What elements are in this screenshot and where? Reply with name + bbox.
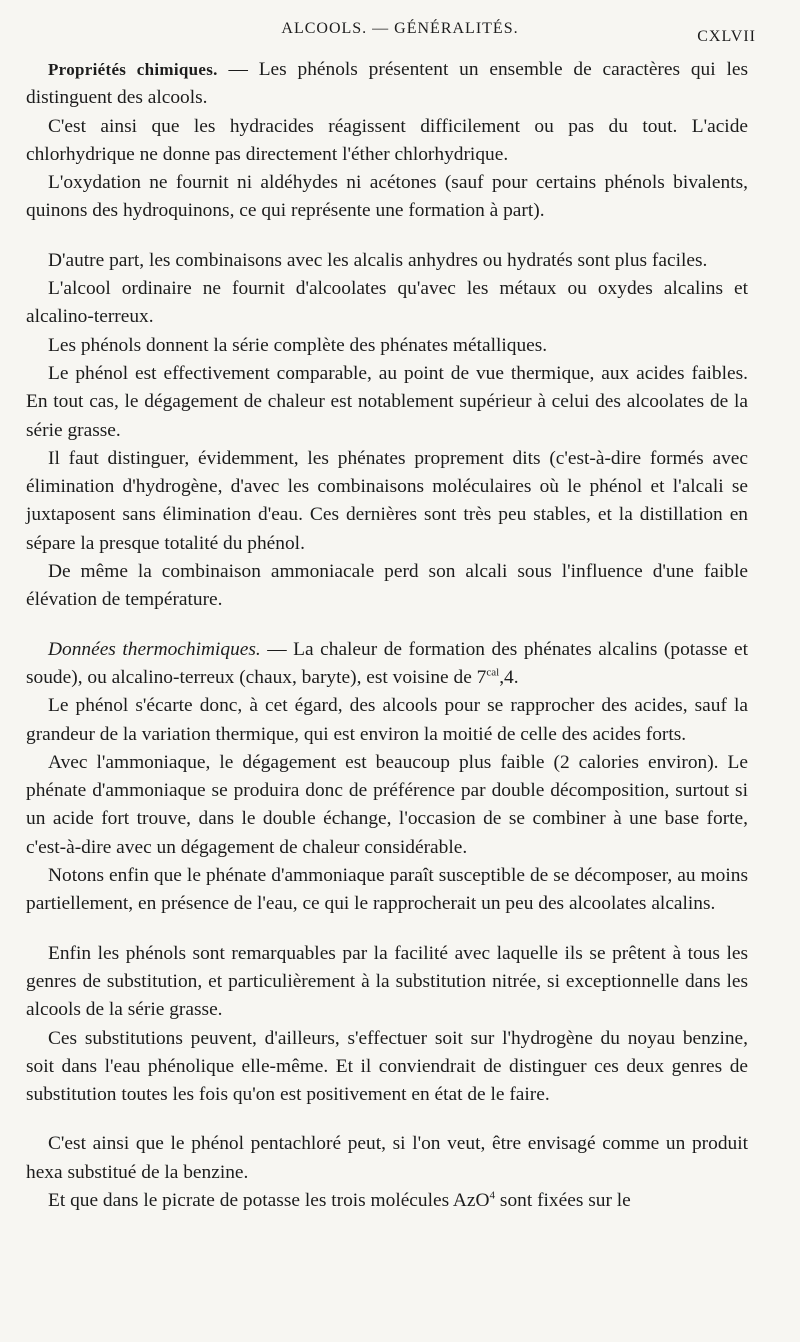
paragraph: Ces substitutions peuvent, d'ailleurs, s'effectuer soit sur l'hydrogène du noyau benzine, soit dans l'eau phénolique elle-même. Et il conviendrait de distinguer ces deux genres de substitution toutes les fois qu'on est positivement en état de le faire. — [26, 1027, 748, 1106]
paragraph: Enfin les phénols sont remarquables par la facilité avec laquelle ils se prêtent à tous les genres de substitution, et particulièrement à la substitution nitrée, si exceptionnelle dans les alcools de la série grasse. — [26, 942, 748, 1021]
superscript: 4 — [489, 1189, 496, 1202]
paragraph — [26, 636, 748, 693]
paragraph: Les phénols donnent la série complète des phénates métalliques. — [48, 334, 548, 356]
paragraph-text: — La chaleur de formation des phénates alcalins (potasse et soude), ou alcalino-terreux (chaux, baryte), est voisine de 7 — [26, 638, 748, 688]
paragraph: D'autre part, les combinaisons avec les alcalis anhydres ou hydratés sont plus faciles. — [48, 249, 708, 271]
paragraph: L'oxydation ne fournit ni aldéhydes ni acétones (sauf pour certains phénols bivalents, quinons des hydroquinons, ce qui représente une formation à part). — [26, 172, 748, 222]
paragraph: Notons enfin que le phénate d'ammoniaque paraît susceptible de se décomposer, au moins partiellement, en présence de l'eau, ce qui le rapprocherait un peu des alcoolates alcalins. — [26, 865, 748, 915]
paragraph-text: ,4. — [499, 666, 519, 688]
paragraph: L'alcool ordinaire ne fournit d'alcoolates qu'avec les métaux ou oxydes alcalins et alcalino-terreux. — [26, 278, 748, 328]
section-heading: Données thermochimiques. — [48, 638, 261, 660]
paragraph: C'est ainsi que le phénol pentachloré peut, si l'on veut, être envisagé comme un produit hexa substitué de la benzine. — [26, 1133, 748, 1183]
paragraph-text: Et que dans le picrate de potasse les trois molécules AzO — [48, 1189, 490, 1211]
paragraph: C'est ainsi que les hydracides réagissent difficilement ou pas du tout. L'acide chlorhydrique ne donne pas directement l'éther chlorhydrique. — [26, 115, 748, 165]
paragraph — [26, 56, 748, 113]
section-heading: Propriétés chimiques. — [48, 60, 218, 79]
paragraph: Le phénol s'écarte donc, à cet égard, des alcools pour se rapprocher des acides, sauf la grandeur de la variation thermique, qui est environ la moitié de celle des acides forts. — [26, 695, 748, 745]
paragraph: Le phénol est effectivement comparable, au point de vue thermique, aux acides faibles. En tout cas, le dégagement de chaleur est notablement supérieur à celui des alcoolates de la série grasse. — [26, 362, 748, 441]
page-number: CXLVII — [697, 28, 756, 45]
paragraph: Il faut distinguer, évidemment, les phénates proprement dits (c'est-à-dire formés avec élimination d'hydrogène, d'avec les combinaisons moléculaires où le phénol et l'alcali se juxtaposent sans élimination d'eau. Ces dernières sont très peu stables, et la distillation en sépare la presque totalité du phénol. — [26, 447, 748, 554]
paragraph: De même la combinaison ammoniacale perd son alcali sous l'influence d'une faible élévation de température. — [26, 561, 748, 611]
running-title: ALCOOLS. — GÉNÉRALITÉS. — [281, 20, 519, 37]
paragraph — [26, 1187, 748, 1215]
paragraph-text: sont fixées sur le — [495, 1189, 631, 1211]
body-text — [26, 56, 748, 1215]
paragraph: Avec l'ammoniaque, le dégagement est beaucoup plus faible (2 calories environ). Le phénate d'ammoniaque se produira donc de préférence par double décomposition, surtout si un acide fort trouve, dans le double échange, l'occasion de se combiner à une base forte, c'est-à-dire avec un dégagement de chaleur considérable. — [26, 751, 748, 858]
superscript: cal — [486, 666, 500, 679]
paragraph-text: — Les phénols présentent un ensemble de caractères qui les distinguent des alcools. — [26, 59, 748, 109]
